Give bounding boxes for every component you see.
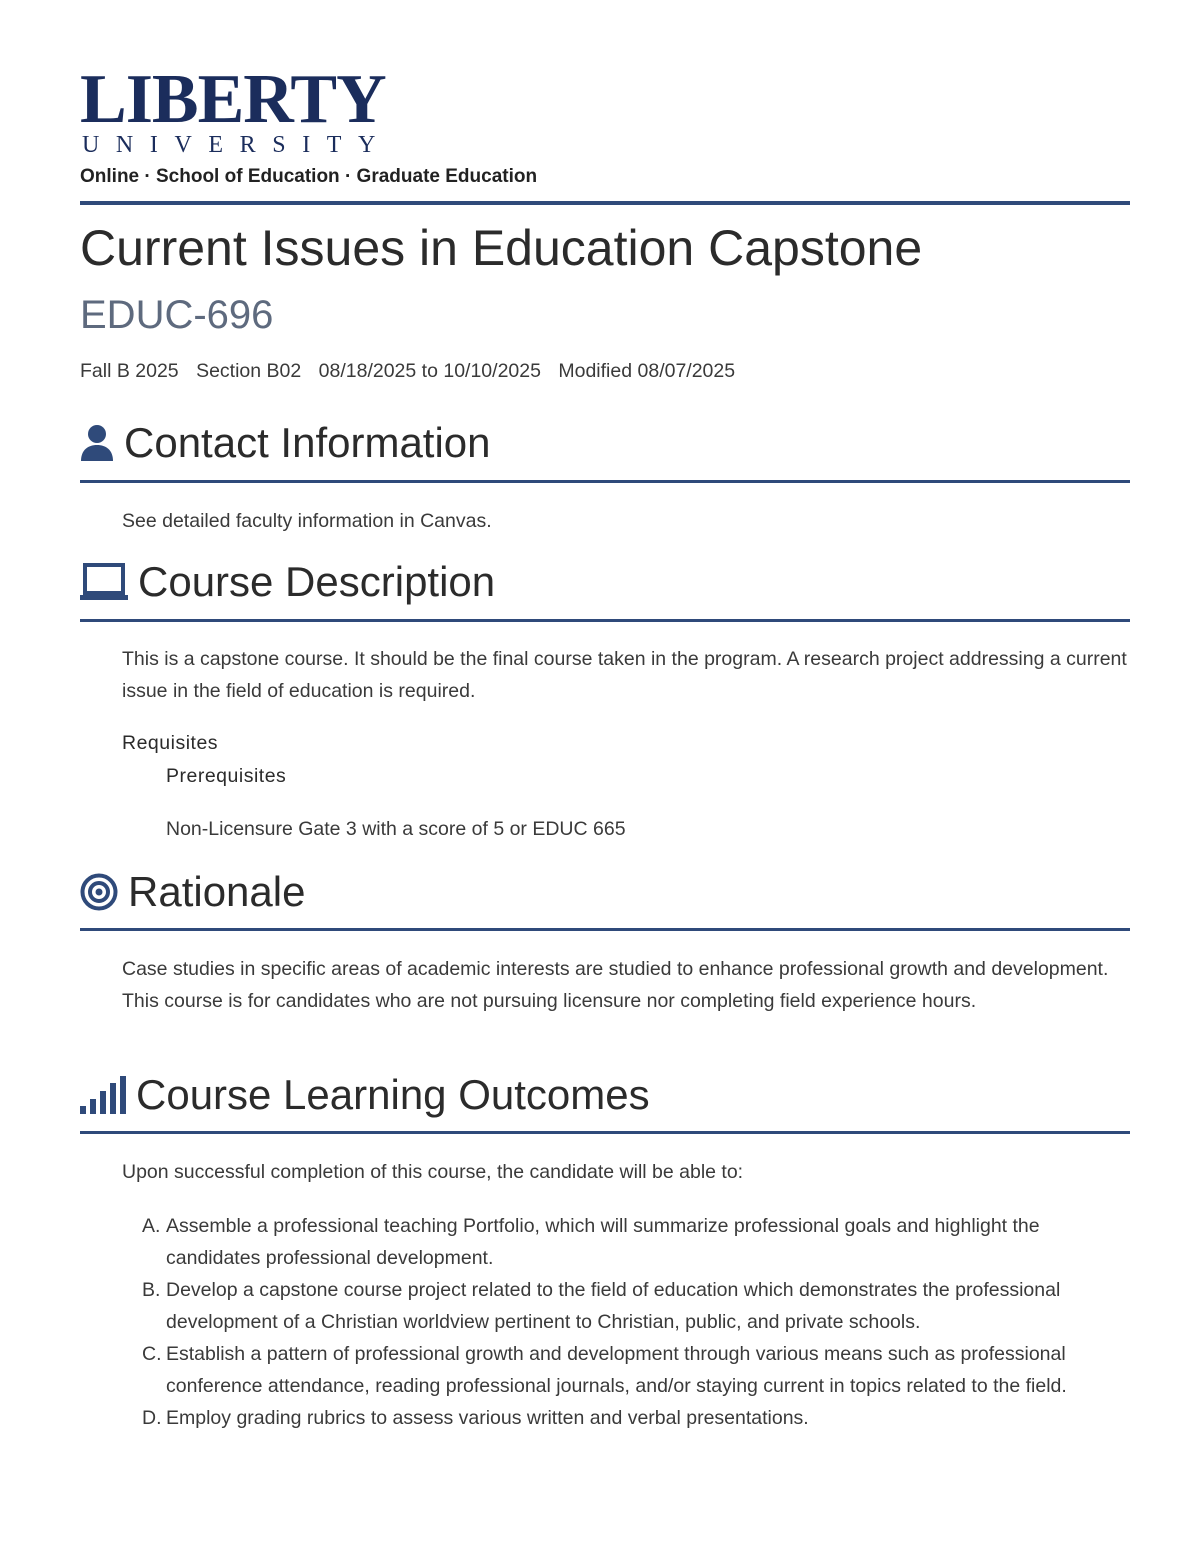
person-icon [80, 424, 114, 462]
requisites-label: Requisites [122, 732, 219, 754]
course-modified: Modified 08/07/2025 [558, 360, 736, 382]
logo-wordmark: LIBERTY [80, 61, 386, 138]
list-item [142, 1402, 1130, 1434]
contact-divider [80, 480, 1130, 483]
rationale-text: Case studies in specific areas of academic interests are studied to enhance professional growth and development. This course is for candidates who are not pursuing licensure nor completing field experience hours. [122, 958, 1109, 1012]
rationale-divider [80, 928, 1130, 931]
contact-text: See detailed faculty information in Canvas. [122, 510, 492, 532]
outcomes-intro: Upon successful completion of this course, the candidate will be able to: [122, 1161, 744, 1183]
description-heading-text: Course Description [138, 558, 496, 605]
list-item-marker: A. [142, 1215, 161, 1237]
prerequisites-label: Prerequisites [166, 765, 287, 787]
header-divider [80, 201, 1130, 205]
logo-subtitle: UNIVERSITY [82, 132, 392, 158]
prerequisites-value: Non-Licensure Gate 3 with a score of 5 or EDUC 665 [166, 818, 626, 840]
university-logo [80, 61, 392, 158]
course-section: Section B02 [196, 360, 302, 382]
description-divider [80, 619, 1130, 622]
rationale-heading-text: Rationale [128, 868, 306, 915]
course-term: Fall B 2025 [80, 360, 179, 382]
course-meta [80, 358, 747, 384]
outcomes-heading-text: Course Learning Outcomes [136, 1071, 650, 1118]
contact-heading-text: Contact Information [124, 419, 491, 466]
contact-heading [80, 418, 491, 468]
course-dates: 08/18/2025 to 10/10/2025 [318, 360, 541, 382]
outcomes-list [142, 1210, 1130, 1434]
signal-bars-icon [80, 1076, 126, 1114]
breadcrumb: Online · School of Education · Graduate Education [80, 166, 538, 187]
list-item-marker: D. [142, 1407, 162, 1429]
description-text: This is a capstone course. It should be the final course taken in the program. A research project addressing a current issue in the field of education is required. [122, 648, 1127, 702]
list-item-marker: B. [142, 1279, 161, 1301]
list-item-marker: C. [142, 1343, 162, 1365]
list-item-text: Assemble a professional teaching Portfolio, which will summarize professional goals and highlight the candidates professional development. [166, 1215, 1040, 1269]
list-item-text: Develop a capstone course project related to the field of education which demonstrates the professional development of a Christian worldview pertinent to Christian, public, and private schools. [166, 1279, 1061, 1333]
list-item-text: Employ grading rubrics to assess various written and verbal presentations. [166, 1407, 809, 1429]
target-icon [80, 873, 118, 911]
list-item-text: Establish a pattern of professional growth and development through various means such as professional conference attendance, reading professional journals, and/or staying current in topics related to the field. [166, 1343, 1067, 1397]
description-heading [80, 557, 495, 607]
outcomes-heading [80, 1070, 650, 1120]
list-item [142, 1274, 1130, 1338]
page-title: Current Issues in Education Capstone [80, 220, 923, 276]
outcomes-divider [80, 1131, 1130, 1134]
course-code: EDUC-696 [80, 293, 274, 337]
list-item [142, 1338, 1130, 1402]
laptop-icon [80, 562, 128, 602]
list-item [142, 1210, 1130, 1274]
rationale-heading [80, 867, 305, 917]
